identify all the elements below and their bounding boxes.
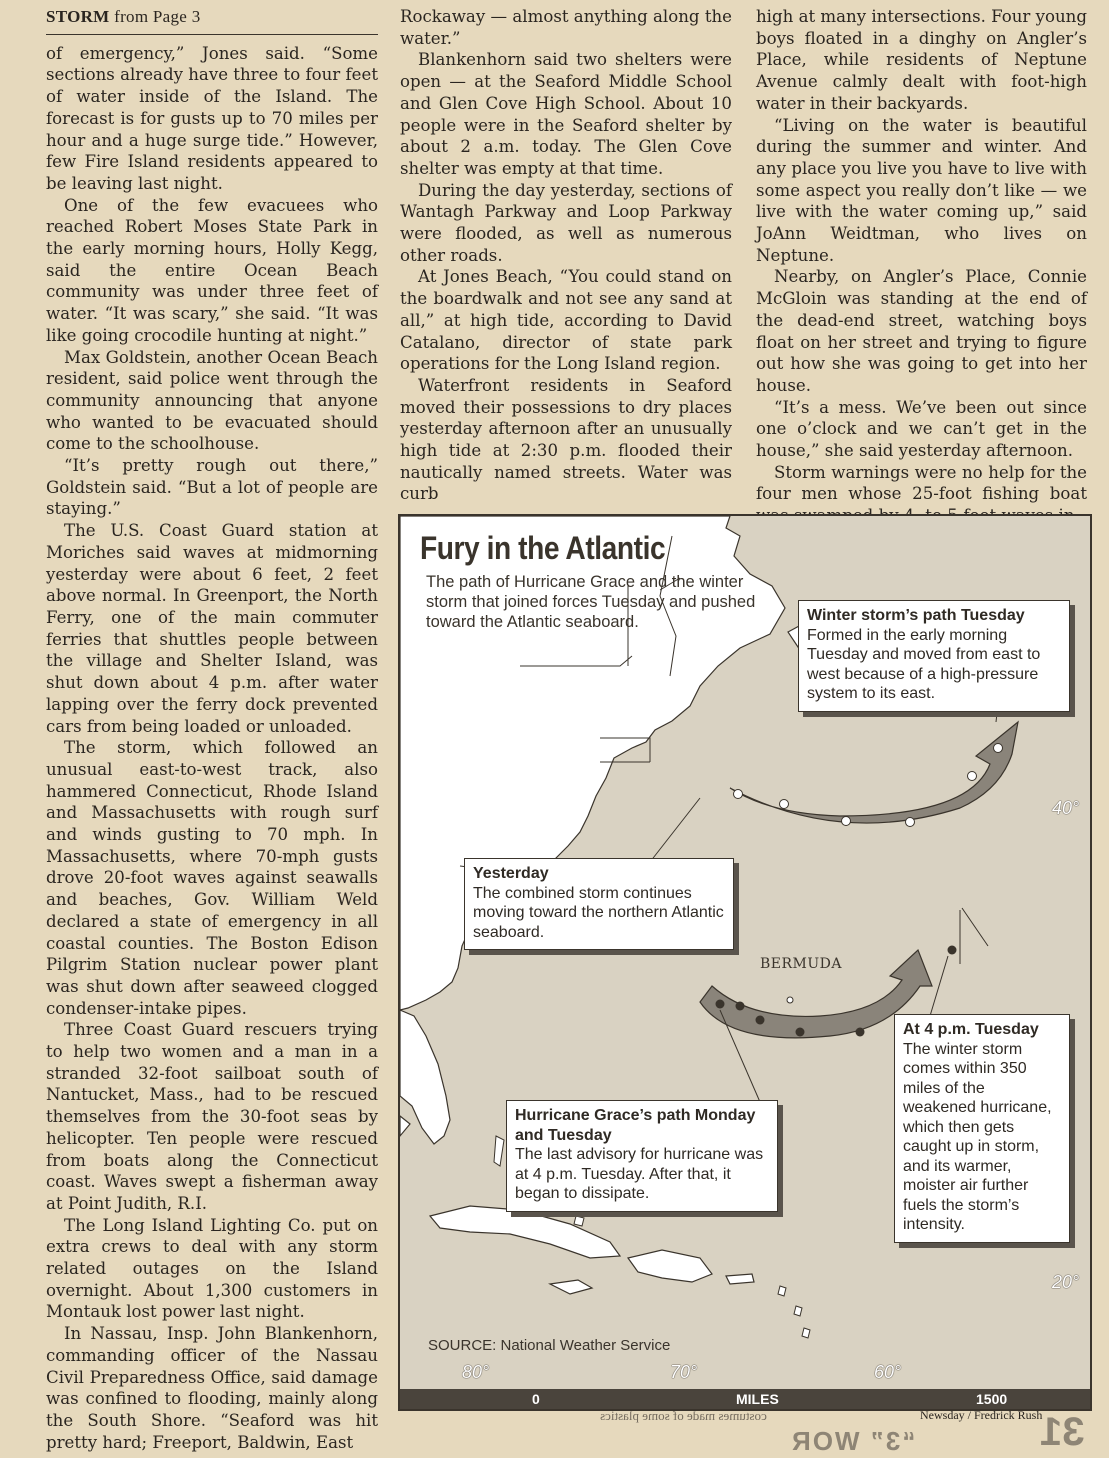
bleed-through-page-number: 31	[1040, 1410, 1085, 1454]
paragraph: The Long Island Lighting Co. put on extra crews to deal with any storm related outages on the Island overnight. About 1,300 customers in Montauk lost power last night.	[46, 1215, 378, 1322]
gulf-coast-land	[400, 1116, 410, 1136]
paragraph: “It’s a mess. We’ve been out since one o’clock and we can’t get in the house,” she said yesterday afternoon.	[756, 397, 1087, 461]
latitude-20-label: 20°	[1052, 1272, 1080, 1292]
callout-heading: Hurricane Grace’s path Monday and Tuesday	[515, 1107, 756, 1144]
callout-yesterday	[464, 858, 734, 950]
scale-end: 1500	[976, 1391, 1008, 1407]
article-column-3	[756, 6, 1087, 527]
paragraph: Nearby, on Angler’s Place, Connie McGloin was standing at the end of the dead-end street, watching boys float on her street and trying to figure out how she was going to get into her house.	[756, 267, 1087, 395]
paragraph: of emergency,” Jones said. “Some sections already have three to four feet of water inside of the Island. The forecast is for gusts up to 70 miles per hour and a huge surge tide.” However, few Fire Island residents appeared to be leaving last night.	[46, 43, 378, 193]
paragraph: Three Coast Guard rescuers trying to help two women and a man in a stranded 32-foot sailboat south of Nantucket, Mass., had to be rescued themselves from the 30-foot seas by helicopter. Ten people were rescued from boats along the Connecticut coast. Waves swept a fisherman away at Point Judith, R.I.	[46, 1020, 378, 1213]
graphic-title: Fury in the Atlantic	[420, 530, 666, 566]
callout-body: Formed in the early morning Tuesday and moved from east to west because of a high-pressure system to its east.	[807, 626, 1041, 702]
scale-bar	[400, 1389, 1090, 1409]
callout-heading: At 4 p.m. Tuesday	[903, 1021, 1039, 1038]
paragraph: At Jones Beach, “You could stand on the boardwalk and not see any sand at all,” at high tide, according to David Catalano, director of state park operations for the Long Island region.	[400, 267, 732, 374]
bleed-through-text: costumes made of some plastics	[600, 1408, 767, 1423]
scale-unit: MILES	[736, 1391, 779, 1407]
callout-hurricane-grace	[506, 1100, 778, 1212]
callout-body: The last advisory for hurricane was at 4 p.m. Tuesday. After that, it began to dissipate.	[515, 1146, 764, 1202]
puerto-rico-land	[726, 1274, 754, 1284]
article-column-1	[46, 6, 378, 1453]
slug-word: STORM	[46, 7, 110, 26]
longitude-80-label: 80°	[462, 1362, 490, 1382]
slug-rest: from Page 3	[114, 7, 201, 26]
article-column-2	[400, 6, 732, 505]
graphic-intro: The path of Hurricane Grace and the winter storm that joined forces Tuesday and pushed toward the Atlantic seaboard.	[426, 573, 756, 631]
callout-body: The combined storm continues moving toward the northern Atlantic seaboard.	[473, 884, 724, 941]
paragraph: “Living on the water is beautiful during the summer and winter. And any place you live you have to live with some aspect you really don’t like — we live with the water coming up,” said JoAnn Weidtman, who lives on Neptune.	[756, 115, 1087, 265]
bleed-through-folio: “3” WOR	[790, 1426, 916, 1456]
callout-winter-storm	[798, 600, 1070, 712]
paragraph: The U.S. Coast Guard station at Moriches said waves at midmorning yesterday were about 6 feet, 2 feet above normal. In Greenport, the North Ferry, one of the main commuter ferries that shuttles people between the village and Shelter Island, was shut down about 4 p.m. after water lapping over the ferry dock prevented cars from being loaded or unloaded.	[46, 521, 378, 736]
jump-slug	[46, 6, 378, 35]
paragraph: One of the few evacuees who reached Robert Moses State Park in the early morning hours, Holly Kegg, said the entire Ocean Beach community was under three feet of water. “It was scary,” she said. “It was like going crocodile hunting at night.”	[46, 195, 378, 345]
hispaniola-land	[628, 1250, 712, 1282]
paragraph: Rockaway — almost anything along the water.”	[400, 7, 732, 48]
callout-4pm-tuesday	[894, 1014, 1070, 1243]
paragraph: Waterfront residents in Seaford moved their possessions to dry places yesterday afternoon after an unusually high tide at 2:30 p.m. flooded their nautically named streets. Water was curb	[400, 375, 732, 504]
callout-body: The winter storm comes within 350 miles of the weakened hurricane, which then gets caught up in storm, and its warmer, moister air further fuels the storm’s intensity.	[903, 1040, 1052, 1233]
source-note: SOURCE: National Weather Service	[428, 1337, 671, 1354]
cuba-land	[430, 1206, 620, 1258]
paragraph: “It’s pretty rough out there,” Goldstein said. “But a lot of people are staying.”	[46, 456, 378, 519]
storm-map-graphic	[398, 514, 1092, 1411]
longitude-70-label: 70°	[670, 1362, 698, 1382]
paragraph: The storm, which followed an unusual east-to-west track, also hammered Connecticut, Rhode Island and Massachusetts with rough surf and winds gusting to 70 mph. In Massachusetts, where 70-mph gusts drove 20-foot waves against seawalls and beaches, Gov. William Weld declared a state of emergency in all coastal counties. The Boston Edison Pilgrim Station nuclear power plant was shut down after seaweed clogged condenser-intake pipes.	[46, 738, 378, 1018]
longitude-60-label: 60°	[874, 1362, 902, 1382]
latitude-40-label: 40°	[1052, 798, 1080, 818]
bermuda-label: BERMUDA	[760, 956, 843, 972]
paragraph: Blankenhorn said two shelters were open — at the Seaford Middle School and Glen Cove High School. About 10 people were in the Seaford shelter by about 2 a.m. today. The Glen Cove shelter was empty at that time.	[400, 50, 732, 178]
callout-heading: Yesterday	[473, 865, 549, 882]
paragraph: During the day yesterday, sections of Wantagh Parkway and Loop Parkway were flooded, as well as numerous other roads.	[400, 180, 732, 265]
graphic-credit: Newsday / Fredrick Rush	[920, 1408, 1043, 1422]
paragraph: Max Goldstein, another Ocean Beach resident, said police went through the community announcing that anyone who wanted to be evacuated should come to the schoolhouse.	[46, 347, 378, 454]
paragraph: In Nassau, Insp. John Blankenhorn, commanding officer of the Nassau Civil Preparedness Office, said damage was confined to flooding, mainly along the South Shore. “Seaford was hit pretty hard; Freeport, Baldwin, East	[46, 1324, 378, 1452]
paragraph: high at many intersections. Four young boys floated in a dinghy on Angler’s Place, while residents of Neptune Avenue calmly dealt with foot-high water in their backyards.	[756, 7, 1087, 113]
scale-start: 0	[532, 1391, 540, 1407]
paragraph: Storm warnings were no help for the four men whose 25-foot fishing boat	[756, 462, 1087, 504]
callout-heading: Winter storm’s path Tuesday	[807, 607, 1025, 624]
lesser-antilles-land	[778, 1286, 810, 1338]
jamaica-land	[550, 1280, 592, 1294]
